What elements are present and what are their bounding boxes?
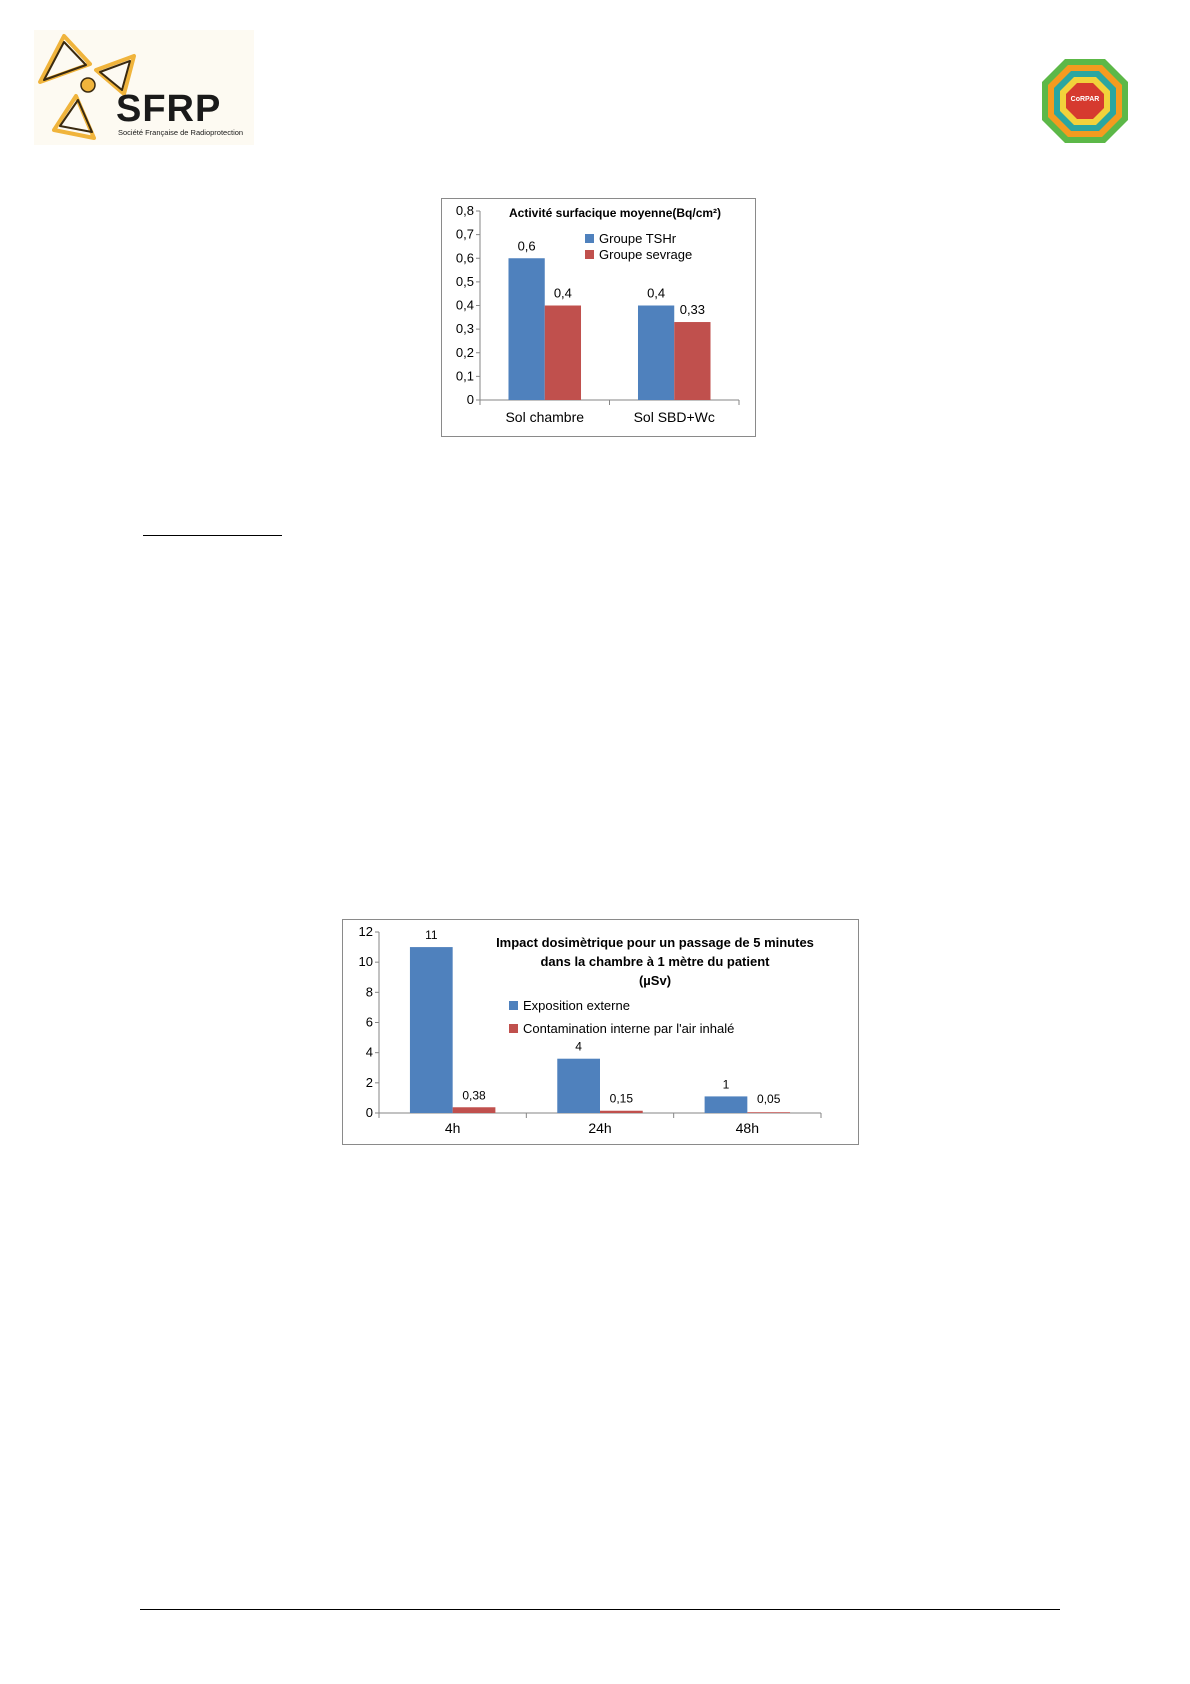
- chart-title: Activité surfacique moyenne(Bq/cm²): [509, 206, 722, 220]
- section-heading-underline: [143, 535, 282, 536]
- bar-series1: [705, 1096, 748, 1113]
- y-tick-label: 2: [365, 1074, 373, 1090]
- y-tick-label: 12: [358, 924, 373, 939]
- corpar-center-text: CoRPAR: [1070, 96, 1100, 103]
- footer-rule: [140, 1609, 1060, 1610]
- bar-series1: [557, 1059, 600, 1113]
- x-category-label: 4h: [444, 1120, 461, 1136]
- bar-series2: [545, 306, 581, 401]
- data-label: 0,4: [647, 285, 666, 301]
- x-category-label: 24h: [588, 1120, 612, 1136]
- legend-label: Contamination interne par l'air inhalé: [523, 1021, 735, 1036]
- y-tick-label: 0,4: [455, 297, 474, 313]
- bar-series2: [600, 1111, 643, 1113]
- y-tick-label: 0,5: [455, 273, 474, 289]
- data-label: 0,4: [553, 285, 572, 301]
- y-tick-label: 10: [358, 954, 373, 970]
- bar-series2: [453, 1107, 496, 1113]
- bar-series1: [410, 947, 453, 1113]
- legend-label: Groupe sevrage: [599, 247, 693, 262]
- y-tick-label: 8: [365, 984, 373, 1000]
- bar-series1: [638, 306, 674, 401]
- data-label: 0,6: [517, 238, 536, 254]
- data-label: 11: [425, 928, 438, 943]
- chart-title: dans la chambre à 1 mètre du patient: [540, 954, 770, 969]
- legend-label: Exposition externe: [523, 998, 630, 1013]
- y-tick-label: 0,6: [455, 250, 474, 266]
- chart-title: Impact dosimètrique pour un passage de 5 minutes: [496, 935, 814, 950]
- y-tick-label: 0,8: [455, 203, 474, 218]
- sfrp-logo-subtitle: Société Française de Radioprotection: [118, 128, 244, 137]
- bar-series2: [674, 322, 710, 400]
- y-tick-label: 4: [365, 1044, 373, 1060]
- legend-label: Groupe TSHr: [599, 231, 677, 246]
- sfrp-logo-name: SFRP: [116, 88, 222, 130]
- chart-title: (µSv): [638, 973, 672, 988]
- x-category-label: Sol SBD+Wc: [633, 409, 715, 425]
- y-tick-label: 0: [365, 1105, 373, 1120]
- bar-series1: [508, 258, 544, 400]
- data-label: 0,33: [679, 302, 706, 318]
- chart-dosimetric-impact-svg: [343, 920, 858, 1144]
- y-tick-label: 0,2: [455, 344, 474, 360]
- chart-surface-activity-svg: [442, 199, 755, 436]
- data-label: 0,38: [462, 1088, 486, 1103]
- data-label: 0,15: [609, 1091, 634, 1106]
- y-tick-label: 6: [365, 1014, 373, 1030]
- data-label: 4: [575, 1039, 582, 1054]
- x-category-label: Sol chambre: [505, 409, 585, 425]
- bar-series2: [747, 1112, 790, 1113]
- y-tick-label: 0: [466, 392, 474, 407]
- y-tick-label: 0,7: [455, 226, 474, 242]
- y-tick-label: 0,3: [455, 321, 474, 337]
- legend-swatch: [509, 1001, 518, 1010]
- corpar-logo: [1030, 45, 1140, 155]
- legend-swatch: [585, 250, 594, 259]
- x-category-label: 48h: [735, 1120, 760, 1136]
- sfrp-logo: [34, 30, 254, 145]
- chart-dosimetric-impact: [342, 919, 859, 1145]
- legend-swatch: [585, 234, 594, 243]
- legend-swatch: [509, 1024, 518, 1033]
- y-tick-label: 0,1: [455, 368, 474, 384]
- data-label: 0,05: [757, 1092, 781, 1106]
- chart-surface-activity: [441, 198, 756, 437]
- data-label: 1: [722, 1077, 730, 1092]
